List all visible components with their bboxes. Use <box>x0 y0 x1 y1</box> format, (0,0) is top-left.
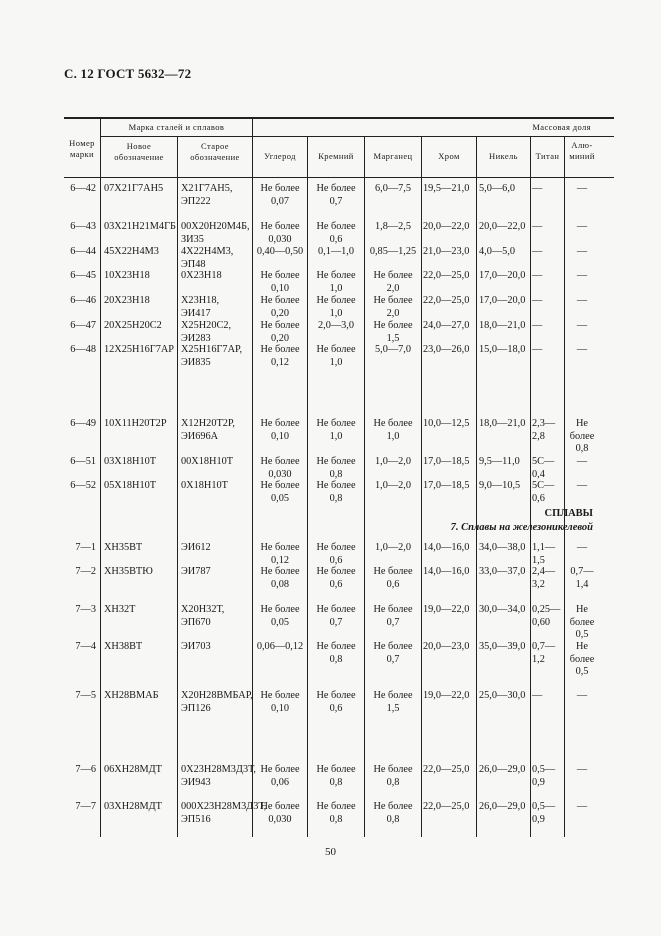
table-cell-cr: 22,0—25,0 <box>423 801 470 812</box>
table-cell-si: 0,1—1,0 <box>317 246 355 257</box>
table-cell-old: Х23Н18, ЭИ417 <box>181 295 220 319</box>
table-cell-ni: 26,0—29,0 <box>479 801 526 812</box>
table-cell-ni: 20,0—22,0 <box>479 221 526 232</box>
table-cell-si: Не более 1,0 <box>316 270 356 294</box>
table-cell-old: ЭИ703 <box>181 641 211 652</box>
table-cell-mn: 6,0—7,5 <box>374 183 412 194</box>
header-carbon: Углерод <box>264 151 296 161</box>
page-number: 50 <box>325 846 336 858</box>
table-cell-ni: 4,0—5,0 <box>479 246 516 257</box>
table-cell-num: 7—2 <box>75 566 96 577</box>
table-cell-num: 7—7 <box>75 801 96 812</box>
table-cell-ni: 33,0—37,0 <box>479 566 526 577</box>
table-cell-new: ХН35ВТЮ <box>104 566 153 577</box>
table-cell-al: 0,7— 1,4 <box>570 566 594 590</box>
table-cell-new: 12Х25Н16Г7АР <box>104 344 175 355</box>
table-cell-c: Не более 0,10 <box>260 418 300 442</box>
table-cell-al: Не более 0,5 <box>569 641 595 677</box>
table-cell-al: Не более 0,5 <box>569 604 595 640</box>
table-cell-num: 6—42 <box>70 183 96 194</box>
table-cell-old: 0Х23Н28М3Д3Т, ЭИ943 <box>181 764 256 788</box>
table-cell-ni: 26,0—29,0 <box>479 764 526 775</box>
table-cell-al: — <box>576 801 588 812</box>
table-cell-c: Не более 0,05 <box>260 480 300 504</box>
table-cell-si: 2,0—3,0 <box>317 320 355 331</box>
table-cell-old: ЭИ787 <box>181 566 211 577</box>
table-cell-al: Не более 0,8 <box>569 418 595 454</box>
header-chromium: Хром <box>438 151 460 161</box>
col-divider-new <box>177 137 178 837</box>
table-cell-num: 6—46 <box>70 295 96 306</box>
table-cell-cr: 19,5—21,0 <box>423 183 470 194</box>
table-cell-num: 7—5 <box>75 690 96 701</box>
table-cell-ti: — <box>532 344 543 355</box>
table-cell-old: 4Х22Н4М3, ЭП48 <box>181 246 234 270</box>
table-cell-mn: Не более 1,0 <box>373 418 413 442</box>
table-cell-cr: 19,0—22,0 <box>423 604 470 615</box>
table-cell-new: 10Х11Н20Т2Р <box>104 418 167 429</box>
table-cell-ni: 9,0—10,5 <box>479 480 521 491</box>
table-cell-cr: 24,0—27,0 <box>423 320 470 331</box>
header-bottom-rule <box>64 177 614 178</box>
table-cell-ti: — <box>532 270 543 281</box>
table-cell-c: Не более 0,10 <box>260 690 300 714</box>
table-cell-ni: 18,0—21,0 <box>479 418 526 429</box>
table-cell-mn: Не более 2,0 <box>373 295 413 319</box>
table-cell-al: — <box>576 690 588 701</box>
table-cell-num: 7—6 <box>75 764 96 775</box>
table-cell-new: 03Х18Н10Т <box>104 456 157 467</box>
table-cell-ti: — <box>532 183 543 194</box>
header-titanium: Титан <box>535 151 560 161</box>
table-cell-ni: 9,5—11,0 <box>479 456 520 467</box>
table-cell-c: 0,40—0,50 <box>256 246 304 257</box>
table-cell-ti: 0,7— 1,2 <box>532 641 556 665</box>
table-cell-old: Х25Н20С2, ЭИ283 <box>181 320 232 344</box>
table-cell-si: Не более 1,0 <box>316 344 356 368</box>
table-cell-old: Х21Г7АН5, ЭП222 <box>181 183 233 207</box>
table-cell-ni: 34,0—38,0 <box>479 542 526 553</box>
table-cell-num: 6—52 <box>70 480 96 491</box>
header-mass-group: Массовая доля <box>532 122 591 132</box>
table-cell-new: ХН38ВТ <box>104 641 143 652</box>
table-cell-cr: 22,0—25,0 <box>423 295 470 306</box>
table-cell-new: ХН32Т <box>104 604 136 615</box>
table-top-rule <box>64 117 614 119</box>
table-cell-num: 6—44 <box>70 246 96 257</box>
table-cell-ti: 1,1— 1,5 <box>532 542 556 566</box>
section-subtitle: 7. Сплавы на железоникелевой <box>450 522 593 533</box>
table-cell-al: — <box>576 270 588 281</box>
table-cell-c: 0,06—0,12 <box>256 641 304 652</box>
table-cell-ti: — <box>532 221 543 232</box>
table-cell-num: 6—49 <box>70 418 96 429</box>
table-cell-c: Не более 0,08 <box>260 566 300 590</box>
table-cell-mn: 1,0—2,0 <box>374 542 412 553</box>
table-cell-ti: 0,5— 0,9 <box>532 801 556 825</box>
table-cell-old: 0Х18Н10Т <box>181 480 228 491</box>
table-cell-ni: 18,0—21,0 <box>479 320 526 331</box>
table-cell-new: 03Х21Н21М4ГБ <box>104 221 176 232</box>
table-cell-mn: Не более 1,5 <box>373 320 413 344</box>
table-cell-num: 6—48 <box>70 344 96 355</box>
table-cell-cr: 19,0—22,0 <box>423 690 470 701</box>
table-cell-new: 10Х23Н18 <box>104 270 150 281</box>
table-cell-ti: 0,25— 0,60 <box>532 604 561 628</box>
table-cell-mn: 1,8—2,5 <box>374 221 412 232</box>
table-cell-cr: 17,0—18,5 <box>423 480 470 491</box>
table-cell-al: — <box>576 320 588 331</box>
table-cell-old: Х20Н28ВМБАР, ЭП126 <box>181 690 253 714</box>
table-cell-si: Не более 0,6 <box>316 221 356 245</box>
table-cell-new: 06ХН28МДТ <box>104 764 162 775</box>
table-cell-c: Не более 0,030 <box>260 221 300 245</box>
table-cell-new: 03ХН28МДТ <box>104 801 162 812</box>
table-cell-old: 000Х23Н28М3Д3Т, ЭП516 <box>181 801 267 825</box>
table-cell-al: — <box>576 456 588 467</box>
table-cell-ni: 35,0—39,0 <box>479 641 526 652</box>
table-cell-old: Х25Н16Г7АР, ЭИ835 <box>181 344 243 368</box>
table-cell-cr: 14,0—16,0 <box>423 542 470 553</box>
table-cell-ti: — <box>532 246 543 257</box>
table-cell-new: ХН35ВТ <box>104 542 143 553</box>
table-cell-si: Не более 0,8 <box>316 764 356 788</box>
table-cell-si: Не более 0,6 <box>316 542 356 566</box>
table-cell-c: Не более 0,20 <box>260 320 300 344</box>
table-cell-mn: Не более 0,8 <box>373 801 413 825</box>
table-cell-cr: 20,0—22,0 <box>423 221 470 232</box>
header-nickel: Никель <box>489 151 518 161</box>
table-cell-ti: 2,3— 2,8 <box>532 418 556 442</box>
header-number: Номер марки <box>69 138 95 159</box>
table-cell-mn: Не более 0,7 <box>373 641 413 665</box>
table-cell-cr: 23,0—26,0 <box>423 344 470 355</box>
table-cell-mn: 5,0—7,0 <box>374 344 412 355</box>
table-cell-si: Не более 0,7 <box>316 183 356 207</box>
table-cell-ni: 17,0—20,0 <box>479 270 526 281</box>
table-cell-ni: 30,0—34,0 <box>479 604 526 615</box>
table-cell-c: Не более 0,030 <box>260 456 300 480</box>
col-divider-num <box>100 117 101 837</box>
table-cell-si: Не более 0,6 <box>316 690 356 714</box>
table-cell-al: — <box>576 344 588 355</box>
table-cell-al: — <box>576 295 588 306</box>
table-cell-old: Х12Н20Т2Р, ЭИ696А <box>181 418 235 442</box>
table-cell-new: 05Х18Н10Т <box>104 480 157 491</box>
table-cell-old: ЭИ612 <box>181 542 211 553</box>
header-new-designation: Новое обозначение <box>114 141 164 162</box>
table-cell-old: 0Х23Н18 <box>181 270 222 281</box>
table-cell-c: Не более 0,12 <box>260 344 300 368</box>
table-cell-ti: 5С— 0,6 <box>532 480 555 504</box>
table-cell-num: 6—47 <box>70 320 96 331</box>
table-cell-al: — <box>576 764 588 775</box>
table-cell-c: Не более 0,07 <box>260 183 300 207</box>
table-cell-si: Не более 0,6 <box>316 566 356 590</box>
page-header: С. 12 ГОСТ 5632—72 <box>64 66 192 81</box>
table-cell-mn: 0,85—1,25 <box>369 246 417 257</box>
table-cell-cr: 14,0—16,0 <box>423 566 470 577</box>
table-cell-mn: 1,0—2,0 <box>374 480 412 491</box>
table-cell-cr: 17,0—18,5 <box>423 456 470 467</box>
table-cell-old: 00Х18Н10Т <box>181 456 234 467</box>
table-cell-si: Не более 1,0 <box>316 295 356 319</box>
table-cell-cr: 10,0—12,5 <box>423 418 470 429</box>
table-cell-si: Не более 0,7 <box>316 604 356 628</box>
table-cell-c: Не более 0,05 <box>260 604 300 628</box>
header-aluminium: Алю- миний <box>569 140 595 161</box>
table-cell-ni: 5,0—6,0 <box>479 183 516 194</box>
table-cell-si: Не более 0,8 <box>316 801 356 825</box>
table-cell-new: 20Х23Н18 <box>104 295 150 306</box>
table-cell-ti: 5С— 0,4 <box>532 456 555 480</box>
table-cell-new: 45Х22Н4М3 <box>104 246 159 257</box>
table-cell-al: — <box>576 246 588 257</box>
table-cell-num: 6—51 <box>70 456 96 467</box>
table-cell-ti: — <box>532 295 543 306</box>
table-cell-c: Не более 0,10 <box>260 270 300 294</box>
table-cell-ti: — <box>532 690 543 701</box>
header-manganese: Марганец <box>373 151 413 161</box>
table-cell-cr: 22,0—25,0 <box>423 270 470 281</box>
table-cell-num: 6—43 <box>70 221 96 232</box>
table-cell-mn: Не более 0,6 <box>373 566 413 590</box>
table-cell-ni: 17,0—20,0 <box>479 295 526 306</box>
table-cell-mn: Не более 2,0 <box>373 270 413 294</box>
table-cell-si: Не более 0,8 <box>316 480 356 504</box>
table-cell-cr: 21,0—23,0 <box>423 246 470 257</box>
table-cell-ni: 15,0—18,0 <box>479 344 526 355</box>
table-cell-mn: Не более 0,8 <box>373 764 413 788</box>
table-cell-cr: 22,0—25,0 <box>423 764 470 775</box>
table-cell-si: Не более 0,8 <box>316 456 356 480</box>
table-cell-mn: Не более 0,7 <box>373 604 413 628</box>
table-cell-al: — <box>576 183 588 194</box>
table-cell-num: 7—3 <box>75 604 96 615</box>
col-divider-mn <box>421 137 422 837</box>
table-cell-old: Х20Н32Т, ЭП670 <box>181 604 225 628</box>
table-cell-ti: 0,5— 0,9 <box>532 764 556 788</box>
table-cell-mn: Не более 1,5 <box>373 690 413 714</box>
table-cell-c: Не более 0,12 <box>260 542 300 566</box>
header-silicon: Кремний <box>318 151 354 161</box>
table-cell-ni: 25,0—30,0 <box>479 690 526 701</box>
table-cell-num: 7—1 <box>75 542 96 553</box>
table-cell-si: Не более 1,0 <box>316 418 356 442</box>
table-cell-mn: 1,0—2,0 <box>374 456 412 467</box>
table-cell-old: 00Х20Н20М4Б, ЗИ35 <box>181 221 250 245</box>
header-grade-group: Марка сталей и сплавов <box>128 122 225 132</box>
table-cell-si: Не более 0,8 <box>316 641 356 665</box>
section-title: СПЛАВЫ <box>544 508 593 519</box>
table-cell-c: Не более 0,20 <box>260 295 300 319</box>
table-cell-al: — <box>576 480 588 491</box>
table-cell-num: 6—45 <box>70 270 96 281</box>
table-cell-new: 20Х25Н20С2 <box>104 320 162 331</box>
header-old-designation: Старое обозначение <box>190 141 240 162</box>
table-cell-new: ХН28ВМАБ <box>104 690 159 701</box>
table-cell-al: — <box>576 542 588 553</box>
table-cell-ti: 2,4— 3,2 <box>532 566 556 590</box>
table-cell-al: — <box>576 221 588 232</box>
table-cell-new: 07Х21Г7АН5 <box>104 183 164 194</box>
table-cell-c: Не более 0,06 <box>260 764 300 788</box>
table-cell-c: Не более 0,030 <box>260 801 300 825</box>
table-cell-ti: — <box>532 320 543 331</box>
table-cell-num: 7—4 <box>75 641 96 652</box>
table-cell-cr: 20,0—23,0 <box>423 641 470 652</box>
